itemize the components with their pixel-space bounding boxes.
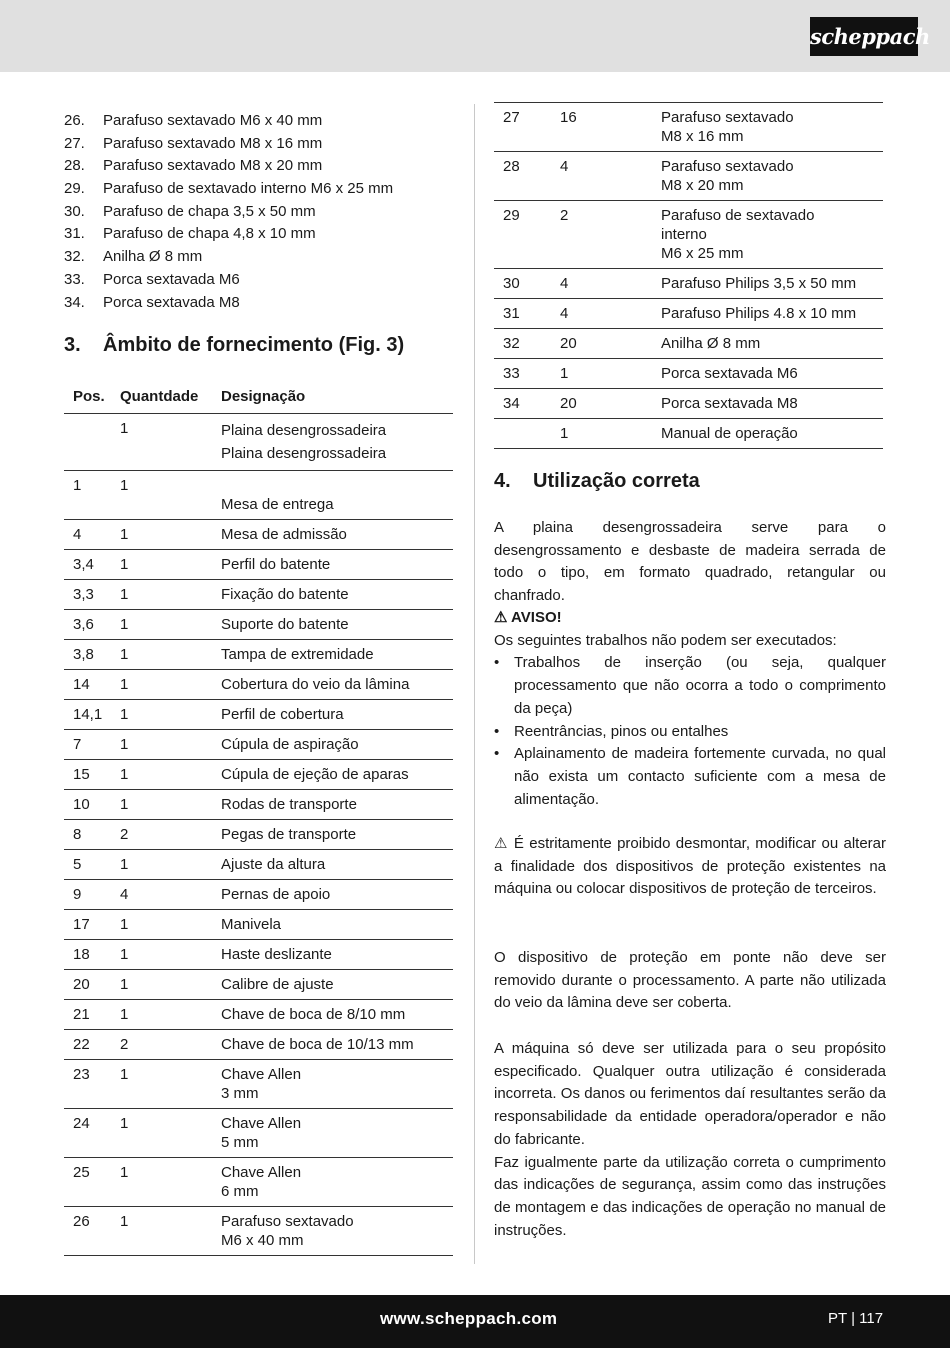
cell-qty: 1 — [120, 414, 221, 471]
cell-pos: 29 — [494, 201, 560, 269]
cell-desc: Perfil do batente — [221, 550, 453, 580]
table-row — [64, 1030, 453, 1060]
cell-qty: 1 — [120, 970, 221, 1000]
table-row — [64, 1060, 453, 1109]
intended-use-paragraph: A máquina só deve ser utilizada para o seu propósito especificado. Qualquer outra utilização é considerada incorreta. Os danos ou ferimentos daí resultantes serão da responsabilidade da entidade operadora/operador e não do fabricante. — [494, 1040, 886, 1148]
table-row — [64, 1109, 453, 1158]
cell-pos: 27 — [494, 103, 560, 152]
cell-pos: 9 — [64, 880, 120, 910]
cell-desc: Cobertura do veio da lâmina — [221, 670, 453, 700]
cell-desc: Fixação do batente — [221, 580, 453, 610]
cell-desc: Chave de boca de 10/13 mm — [221, 1030, 453, 1060]
cell-desc: Manual de operação — [661, 419, 883, 449]
cell-qty: 4 — [560, 152, 661, 201]
cell-pos: 15 — [64, 760, 120, 790]
cell-desc: Calibre de ajuste — [221, 970, 453, 1000]
table-row — [494, 103, 883, 152]
cell-qty: 1 — [120, 790, 221, 820]
cell-desc: Chave Allen 5 mm — [221, 1109, 453, 1158]
list-item-text: Porca sextavada M8 — [103, 293, 240, 311]
cell-qty: 2 — [120, 820, 221, 850]
cell-qty: 1 — [120, 1207, 221, 1256]
cell-pos: 23 — [64, 1060, 120, 1109]
cell-desc: Chave Allen 6 mm — [221, 1158, 453, 1207]
section-title: Utilização correta — [533, 470, 700, 492]
cell-pos: 28 — [494, 152, 560, 201]
cell-desc: Chave Allen 3 mm — [221, 1060, 453, 1109]
list-item — [64, 110, 454, 133]
prohibition-paragraph: ⚠ É estritamente proibido desmontar, modificar ou alterar a finalidade dos dispositivos de proteção existentes na máquina ou colocar dispositivos de proteção de terceiros. — [494, 835, 886, 898]
cell-desc: Mesa de admissão — [221, 520, 453, 550]
warning-list-item: • Reentrâncias, pinos ou entalhes — [494, 721, 886, 744]
list-item-number: 32. — [64, 248, 85, 266]
table-row — [64, 414, 453, 471]
column-divider — [474, 104, 475, 1264]
header-desc: Designação — [221, 382, 453, 414]
cell-qty: 1 — [120, 1158, 221, 1207]
table-row — [64, 1207, 453, 1256]
cell-qty: 1 — [120, 700, 221, 730]
table-row — [494, 152, 883, 201]
cell-pos: 14,1 — [64, 700, 120, 730]
table-row — [64, 700, 453, 730]
table-row — [64, 610, 453, 640]
cell-qty: 1 — [120, 670, 221, 700]
table-row — [64, 670, 453, 700]
cell-qty: 1 — [120, 1000, 221, 1030]
cell-desc: Parafuso Philips 3,5 x 50 mm — [661, 269, 883, 299]
cell-qty: 1 — [120, 520, 221, 550]
list-item — [64, 269, 454, 292]
table-row — [494, 269, 883, 299]
warning-list-item: • Aplainamento de madeira fortemente curvada, no qual não exista um contacto suficiente com a mesa de alimentação. — [494, 743, 886, 811]
list-item-number: 34. — [64, 293, 85, 311]
list-item-text: Parafuso sextavado M8 x 16 mm — [103, 134, 323, 152]
list-item — [64, 292, 454, 315]
intended-use-intro: A plaina desengrossadeira serve para o desengrossamento e desbaste de madeira serrada de todo o tipo, em formato quadrado, retangular ou chanfrado. — [494, 519, 886, 605]
cell-pos: 7 — [64, 730, 120, 760]
table-row — [494, 359, 883, 389]
list-item — [64, 246, 454, 269]
cell-qty: 16 — [560, 103, 661, 152]
cell-pos: 3,6 — [64, 610, 120, 640]
cell-desc: Pegas de transporte — [221, 820, 453, 850]
list-item-number: 31. — [64, 225, 85, 243]
list-item — [64, 201, 454, 224]
list-item-text: Parafuso de sextavado interno M6 x 25 mm — [103, 180, 394, 198]
cell-desc: Porca sextavada M6 — [661, 359, 883, 389]
cell-desc: Chave de boca de 8/10 mm — [221, 1000, 453, 1030]
cell-desc: Parafuso de sextavado interno M6 x 25 mm — [661, 201, 883, 269]
warning-list-item: • Trabalhos de inserção (ou seja, qualquer processamento que não ocorra a todo o comprimento da peça) — [494, 652, 886, 720]
table-row — [64, 970, 453, 1000]
list-item-text: Parafuso de chapa 3,5 x 50 mm — [103, 202, 316, 220]
cell-pos: 21 — [64, 1000, 120, 1030]
table-row — [494, 201, 883, 269]
cell-pos: 33 — [494, 359, 560, 389]
cell-pos: 20 — [64, 970, 120, 1000]
cell-pos: 18 — [64, 940, 120, 970]
table-row — [494, 419, 883, 449]
table-row — [64, 730, 453, 760]
cell-pos: 24 — [64, 1109, 120, 1158]
list-item — [64, 178, 454, 201]
list-item-text: Parafuso sextavado M8 x 20 mm — [103, 157, 323, 175]
cell-qty: 20 — [560, 329, 661, 359]
cell-qty: 1 — [560, 359, 661, 389]
cell-qty: 1 — [120, 1109, 221, 1158]
cell-desc: Cúpula de aspiração — [221, 730, 453, 760]
intended-use-block — [494, 1038, 886, 1242]
section-number: 3. — [64, 334, 81, 356]
warning-title: ⚠ AVISO! — [494, 609, 562, 626]
table-row — [64, 850, 453, 880]
table-row — [64, 520, 453, 550]
cell-desc: Parafuso sextavado M8 x 16 mm — [661, 103, 883, 152]
cell-desc: Anilha Ø 8 mm — [661, 329, 883, 359]
cell-desc: Plaina desengrossadeira Plaina desengrossadeira — [221, 414, 453, 471]
warning-block — [494, 607, 886, 811]
cell-qty: 4 — [560, 299, 661, 329]
header-qty: Quantdade — [120, 382, 221, 414]
page-header — [0, 0, 950, 72]
cell-pos: 26 — [64, 1207, 120, 1256]
table-header-row — [64, 382, 453, 414]
table-row — [64, 790, 453, 820]
table-row — [64, 1158, 453, 1207]
table-row — [494, 389, 883, 419]
cell-desc: Mesa de entrega — [221, 471, 453, 520]
list-item — [64, 133, 454, 156]
cell-qty: 1 — [120, 640, 221, 670]
table-row — [64, 550, 453, 580]
scope-table-continued — [494, 102, 883, 449]
bridge-guard-paragraph: O dispositivo de proteção em ponte não deve ser removido durante o processamento. A parte não utilizada do veio da lâmina deve ser coberta. — [494, 949, 886, 1012]
cell-qty: 1 — [120, 550, 221, 580]
cell-qty: 1 — [120, 610, 221, 640]
table-row — [64, 471, 453, 520]
cell-qty: 1 — [120, 850, 221, 880]
table-row — [64, 880, 453, 910]
scheppach-logo: scheppach — [810, 17, 918, 56]
cell-pos: 3,8 — [64, 640, 120, 670]
cell-desc: Rodas de transporte — [221, 790, 453, 820]
list-item-number: 26. — [64, 112, 85, 129]
warning-list — [494, 652, 886, 811]
section-number: 4. — [494, 470, 511, 492]
list-item-text: Porca sextavada M6 — [103, 270, 240, 288]
warning-lead: Os seguintes trabalhos não podem ser executados: — [494, 631, 837, 649]
cell-desc: Ajuste da altura — [221, 850, 453, 880]
cell-qty: 1 — [120, 1060, 221, 1109]
cell-qty: 2 — [560, 201, 661, 269]
cell-pos — [494, 419, 560, 449]
list-item-number: 29. — [64, 180, 85, 198]
cell-pos: 1 — [64, 471, 120, 520]
cell-pos: 8 — [64, 820, 120, 850]
table-row — [64, 910, 453, 940]
page-number: PT | 117 — [828, 1310, 884, 1327]
cell-qty: 1 — [120, 910, 221, 940]
list-item-number: 28. — [64, 157, 85, 175]
cell-pos: 17 — [64, 910, 120, 940]
cell-desc: Perfil de cobertura — [221, 700, 453, 730]
also-part-paragraph: Faz igualmente parte da utilização correta o cumprimento das indicações de segurança, assim como das instruções de montagem e das indicações de operação no manual de instruções. — [494, 1153, 886, 1239]
section-4-heading — [494, 470, 700, 493]
list-item-number: 33. — [64, 270, 85, 288]
parts-list — [64, 110, 454, 314]
list-item-number: 30. — [64, 202, 85, 220]
cell-desc: Porca sextavada M8 — [661, 389, 883, 419]
cell-pos: 30 — [494, 269, 560, 299]
cell-pos: 25 — [64, 1158, 120, 1207]
section-title: Âmbito de fornecimento (Fig. 3) — [103, 334, 405, 356]
table-row — [64, 580, 453, 610]
table-row — [64, 1000, 453, 1030]
cell-pos: 3,3 — [64, 580, 120, 610]
cell-qty: 4 — [560, 269, 661, 299]
cell-qty: 1 — [120, 940, 221, 970]
cell-qty: 1 — [120, 580, 221, 610]
cell-desc: Pernas de apoio — [221, 880, 453, 910]
header-pos: Pos. — [64, 382, 120, 414]
list-item-number: 27. — [64, 134, 85, 152]
cell-qty: 1 — [120, 471, 221, 520]
table-row — [64, 640, 453, 670]
cell-pos — [64, 414, 120, 471]
cell-desc: Tampa de extremidade — [221, 640, 453, 670]
cell-qty: 1 — [120, 760, 221, 790]
website-link[interactable]: www.scheppach.com — [380, 1309, 558, 1328]
cell-pos: 22 — [64, 1030, 120, 1060]
table-row — [64, 940, 453, 970]
cell-qty: 20 — [560, 389, 661, 419]
table-row — [64, 760, 453, 790]
table-row — [64, 820, 453, 850]
cell-pos: 5 — [64, 850, 120, 880]
table-row — [494, 299, 883, 329]
cell-desc: Parafuso sextavado M8 x 20 mm — [661, 152, 883, 201]
cell-pos: 14 — [64, 670, 120, 700]
cell-qty: 1 — [560, 419, 661, 449]
table-row — [494, 329, 883, 359]
cell-pos: 31 — [494, 299, 560, 329]
list-item-text: Parafuso sextavado M6 x 40 mm — [103, 112, 323, 129]
cell-qty: 2 — [120, 1030, 221, 1060]
cell-qty: 1 — [120, 730, 221, 760]
cell-qty: 4 — [120, 880, 221, 910]
cell-pos: 32 — [494, 329, 560, 359]
list-item-text: Parafuso de chapa 4,8 x 10 mm — [103, 225, 316, 243]
cell-pos: 3,4 — [64, 550, 120, 580]
scope-table — [64, 382, 453, 1256]
cell-desc: Parafuso Philips 4.8 x 10 mm — [661, 299, 883, 329]
cell-desc: Cúpula de ejeção de aparas — [221, 760, 453, 790]
list-item — [64, 155, 454, 178]
cell-desc: Parafuso sextavado M6 x 40 mm — [221, 1207, 453, 1256]
cell-desc: Manivela — [221, 910, 453, 940]
list-item — [64, 223, 454, 246]
list-item-text: Anilha Ø 8 mm — [103, 248, 203, 266]
cell-pos: 34 — [494, 389, 560, 419]
cell-desc: Haste deslizante — [221, 940, 453, 970]
cell-desc: Suporte do batente — [221, 610, 453, 640]
cell-pos: 4 — [64, 520, 120, 550]
cell-pos: 10 — [64, 790, 120, 820]
page-footer — [0, 1295, 950, 1348]
section-3-heading — [64, 334, 404, 357]
